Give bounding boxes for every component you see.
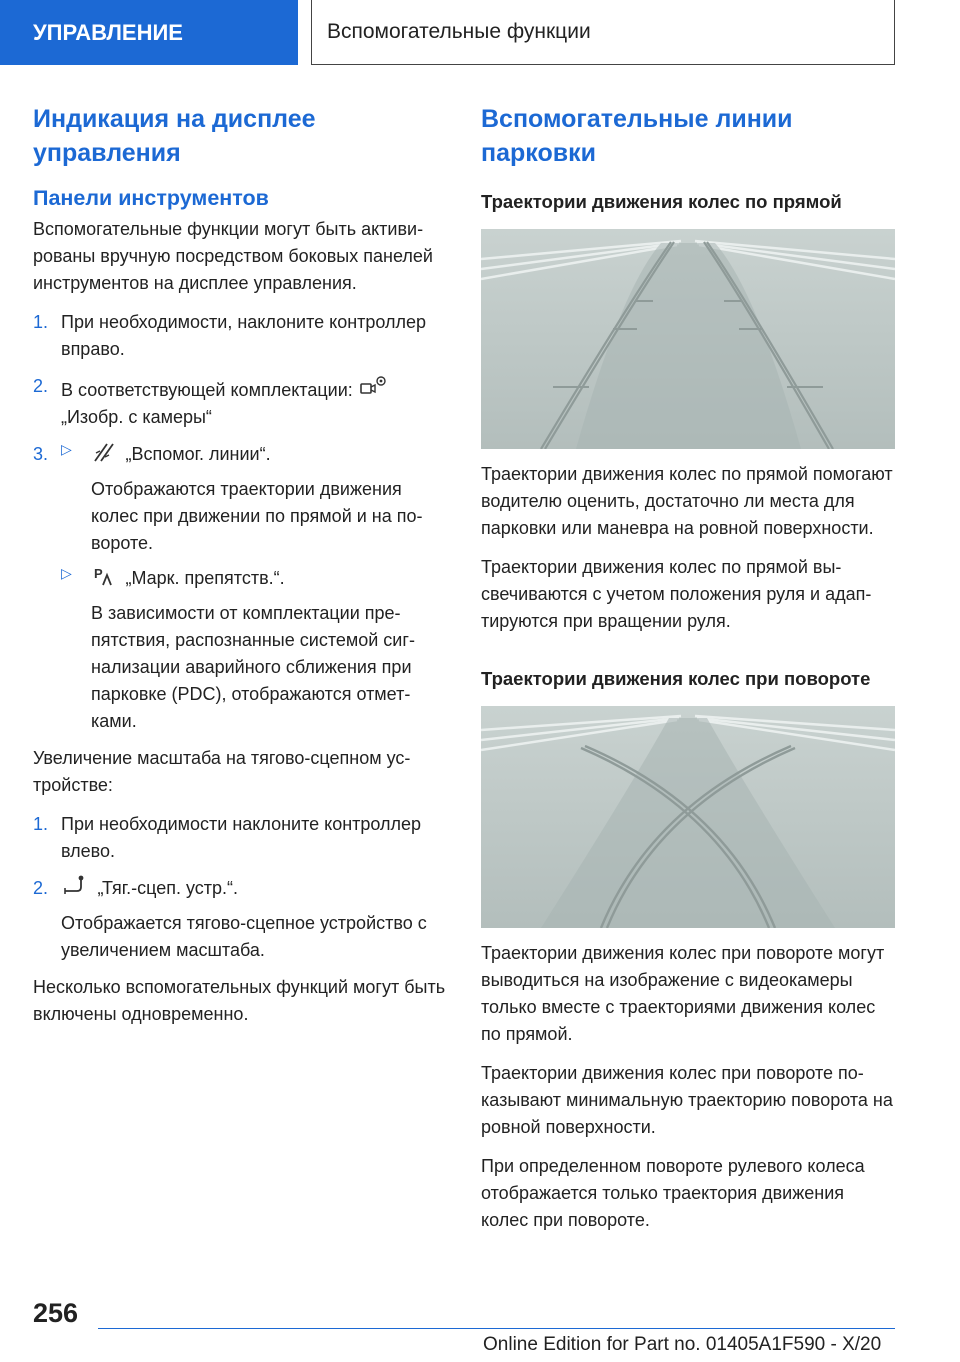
left-column <box>33 102 448 1040</box>
sub-item-desc: В зависимости от комплектации препятствия, распознанные системой сигнализации аварийного сближения при парковке (PDC), отображаются отметками. <box>91 603 415 731</box>
page-number: 256 <box>33 1298 79 1328</box>
sub-item-label: „Марк. препятств.“. <box>125 568 285 588</box>
list-item <box>33 441 448 735</box>
footer-edition: Online Edition for Part no. 01405A1F590 - X/20 <box>483 1334 882 1355</box>
straight-trajectory-image <box>481 229 895 449</box>
obstacle-marking-icon <box>93 565 115 592</box>
section1-p1: Траектории движения колес по прямой помогают водителю оценить, достаточно ли места для парковки или маневра на ровной поверхности. <box>481 464 893 538</box>
header-chapter <box>311 0 895 65</box>
steps-list <box>33 309 448 735</box>
sub-item-label: „Вспомог. линии“. <box>125 444 271 464</box>
header-section-label: УПРАВЛЕНИЕ <box>33 19 183 45</box>
list-item <box>33 309 448 363</box>
right-column <box>481 102 895 1246</box>
section2-p2: Траектории движения колес при повороте показывают минимальную траекторию поворота на ровной поверхности. <box>481 1063 893 1137</box>
left-subtitle: Панели инструментов <box>33 186 269 210</box>
right-title: Вспомогательные линии парковки <box>481 105 793 167</box>
step-number: 2. <box>33 376 49 396</box>
step-number: 2. <box>33 878 49 898</box>
list-item <box>33 875 448 964</box>
step-number: 3. <box>33 444 49 464</box>
step-text: При необходимости наклоните контроллер влево. <box>61 814 422 861</box>
camera-settings-icon <box>359 373 389 404</box>
sub-item-desc: Отображаются траектории движения колес при движении по прямой и на повороте. <box>91 479 423 553</box>
step-desc: Отображается тягово-сцепное устройство с увеличением масштаба. <box>61 913 427 960</box>
sub-item <box>61 565 448 735</box>
section1-heading: Траектории движения колес по прямой <box>481 191 842 212</box>
left-intro: Вспомогательные функции могут быть активированы вручную посредством боковых панелей инструментов на дисплее управления. <box>33 219 433 293</box>
section2-p3: При определенном повороте рулевого колеса отображается только траектория движения колес при повороте. <box>481 1156 865 1230</box>
step-text: В соответствующей комплектации: <box>61 380 353 400</box>
step-text: При необходимости, наклоните контроллер вправо. <box>61 312 427 359</box>
svg-text:P: P <box>94 566 103 581</box>
header-chapter-label: Вспомогательные функции <box>327 20 591 43</box>
parking-lines-icon <box>93 441 115 468</box>
header-section <box>0 0 298 65</box>
step-text-2: „Изобр. с камеры“ <box>61 407 212 427</box>
step-number: 1. <box>33 312 49 332</box>
sub-item <box>61 441 448 557</box>
list-item <box>33 373 448 431</box>
tow-hitch-icon <box>63 875 87 902</box>
step-text: „Тяг.-сцеп. устр.“. <box>97 878 239 898</box>
triangle-bullet-icon: ▷ <box>61 441 72 457</box>
section2-p1: Траектории движения колес при повороте могут выводиться на изображение с видеокамеры только вместе с траекториями движения колес по прямой. <box>481 943 885 1044</box>
steps-list-2 <box>33 811 448 964</box>
left-title: Индикация на дисплее управления <box>33 105 316 167</box>
list-item <box>33 811 448 865</box>
turning-trajectory-image <box>481 706 895 928</box>
triangle-bullet-icon: ▷ <box>61 565 72 581</box>
footer-divider <box>98 1328 895 1329</box>
zoom-intro: Увеличение масштаба на тягово-сцепном устройстве: <box>33 748 411 795</box>
step-number: 1. <box>33 814 49 834</box>
left-closing: Несколько вспомогательных функций могут быть включены одновременно. <box>33 977 446 1024</box>
section1-p2: Траектории движения колес по прямой высвечиваются с учетом положения руля и адаптируются при вращении руля. <box>481 557 872 631</box>
section2-heading: Траектории движения колес при повороте <box>481 668 871 689</box>
